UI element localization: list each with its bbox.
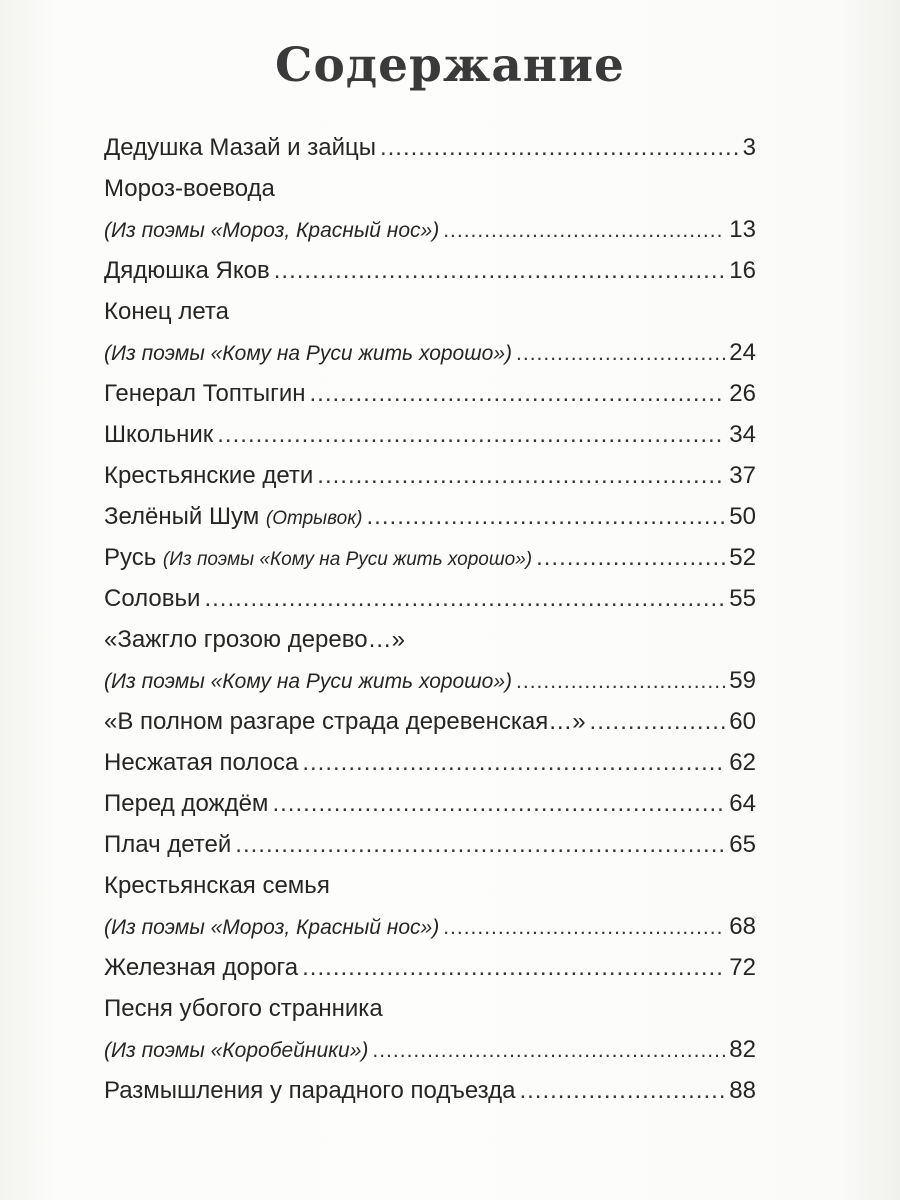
dot-leader <box>519 1070 725 1111</box>
toc-entry <box>104 865 756 947</box>
toc-entry-page: 62 <box>729 749 756 776</box>
toc-entry-page: 72 <box>729 954 756 981</box>
toc-entry-page: 59 <box>729 667 756 694</box>
dot-leader <box>204 578 725 619</box>
toc-entry-page: 26 <box>729 380 756 407</box>
toc-entry-subtitle: (Из поэмы «Мороз, Красный нос») <box>104 219 440 242</box>
dot-leader <box>443 907 725 948</box>
toc-entry-title-text: Плач детей <box>104 831 232 858</box>
toc-entry-page: 24 <box>729 339 756 366</box>
toc-entry-page: 55 <box>729 585 756 612</box>
toc-entry-page: 52 <box>729 544 756 571</box>
dot-leader <box>235 824 725 865</box>
toc-entry-title: Песня убогого странника <box>104 995 383 1022</box>
toc-entry-page: 60 <box>729 708 756 735</box>
toc-entry <box>104 701 756 742</box>
dot-leader <box>302 742 725 783</box>
toc-entry-page: 3 <box>742 134 756 161</box>
toc-entry <box>104 824 756 865</box>
toc-entry-page: 64 <box>729 790 756 817</box>
toc-entry-subtitle: (Из поэмы «Кому на Руси жить хорошо») <box>104 670 513 693</box>
toc-entry <box>104 947 756 988</box>
toc-entry-title-text: Дядюшка Яков <box>104 257 270 284</box>
table-of-contents <box>104 127 756 1111</box>
toc-entry <box>104 783 756 824</box>
dot-leader <box>310 373 726 414</box>
toc-entry-title <box>104 496 363 539</box>
dot-leader <box>516 333 725 374</box>
toc-entry-title: Мороз-воевода <box>104 175 275 202</box>
page-title: Содержание <box>275 38 625 93</box>
toc-entry <box>104 619 756 701</box>
dot-leader <box>274 250 726 291</box>
toc-entry-title: Крестьянская семья <box>104 872 330 899</box>
toc-entry-note: (Из поэмы «Кому на Руси жить хорошо») <box>162 549 533 570</box>
toc-entry-title <box>104 537 532 580</box>
toc-entry <box>104 1070 756 1111</box>
toc-entry-page: 65 <box>729 831 756 858</box>
toc-entry <box>104 373 756 414</box>
dot-leader <box>302 947 725 988</box>
toc-entry-title-text: Железная дорога <box>104 954 299 981</box>
toc-entry-title <box>104 947 298 988</box>
dot-leader <box>536 537 725 578</box>
toc-entry-title-text: Соловьи <box>104 585 201 612</box>
toc-entry-note: (Отрывок) <box>265 508 363 529</box>
dot-leader <box>372 1030 725 1071</box>
toc-entry <box>104 742 756 783</box>
toc-entry-title: Конец лета <box>104 298 229 325</box>
dot-leader <box>272 783 725 824</box>
toc-entry-title-text: Несжатая полоса <box>104 749 299 776</box>
toc-entry <box>104 291 756 373</box>
toc-entry-title-text: Крестьянские дети <box>104 462 314 489</box>
toc-entry-title <box>104 1070 515 1111</box>
toc-entry-title <box>104 701 586 742</box>
toc-entry-subtitle: (Из поэмы «Коробейники») <box>104 1039 369 1062</box>
toc-entry-title-text: Школьник <box>104 421 214 448</box>
toc-entry-title-text: «В полном разгаре страда деревенская…» <box>104 708 586 735</box>
toc-entry-title-text: Дедушка Мазай и зайцы <box>104 134 376 161</box>
toc-entry-title-text: Перед дождём <box>104 790 269 817</box>
toc-entry-page: 68 <box>729 913 756 940</box>
toc-entry-page: 37 <box>729 462 756 489</box>
toc-entry-page: 34 <box>729 421 756 448</box>
toc-entry-page: 82 <box>729 1036 756 1063</box>
toc-entry-title <box>104 414 213 455</box>
toc-entry-title <box>104 742 298 783</box>
dot-leader <box>443 210 725 251</box>
toc-entry <box>104 578 756 619</box>
toc-entry-page: 88 <box>729 1077 756 1104</box>
toc-entry <box>104 455 756 496</box>
toc-entry-title <box>104 455 313 496</box>
toc-entry-title <box>104 250 270 291</box>
dot-leader <box>217 414 725 455</box>
dot-leader <box>367 496 726 537</box>
toc-entry <box>104 988 756 1070</box>
toc-entry-page: 50 <box>729 503 756 530</box>
toc-entry-title <box>104 127 376 168</box>
toc-entry-subtitle: (Из поэмы «Кому на Руси жить хорошо») <box>104 342 513 365</box>
toc-entry <box>104 414 756 455</box>
toc-entry-title-text: Генерал Топтыгин <box>104 380 306 407</box>
dot-leader <box>317 455 725 496</box>
toc-entry-page: 13 <box>729 216 756 243</box>
toc-entry <box>104 127 756 168</box>
toc-entry-title <box>104 783 268 824</box>
toc-entry-title <box>104 373 306 414</box>
toc-entry-title <box>104 824 231 865</box>
dot-leader <box>380 127 739 168</box>
toc-entry <box>104 250 756 291</box>
toc-entry <box>104 496 756 537</box>
toc-entry-title-text: Размышления у парадного подъезда <box>104 1077 516 1104</box>
toc-entry-title-text: Русь <box>104 544 157 571</box>
toc-entry-title: «Зажгло грозою дерево…» <box>104 626 405 653</box>
toc-entry-subtitle: (Из поэмы «Мороз, Красный нос») <box>104 916 440 939</box>
dot-leader <box>590 701 726 742</box>
toc-entry-title-text: Зелёный Шум <box>104 503 260 530</box>
toc-entry <box>104 168 756 250</box>
toc-entry <box>104 537 756 578</box>
dot-leader <box>516 661 725 702</box>
toc-entry-title <box>104 578 200 619</box>
toc-entry-page: 16 <box>729 257 756 284</box>
